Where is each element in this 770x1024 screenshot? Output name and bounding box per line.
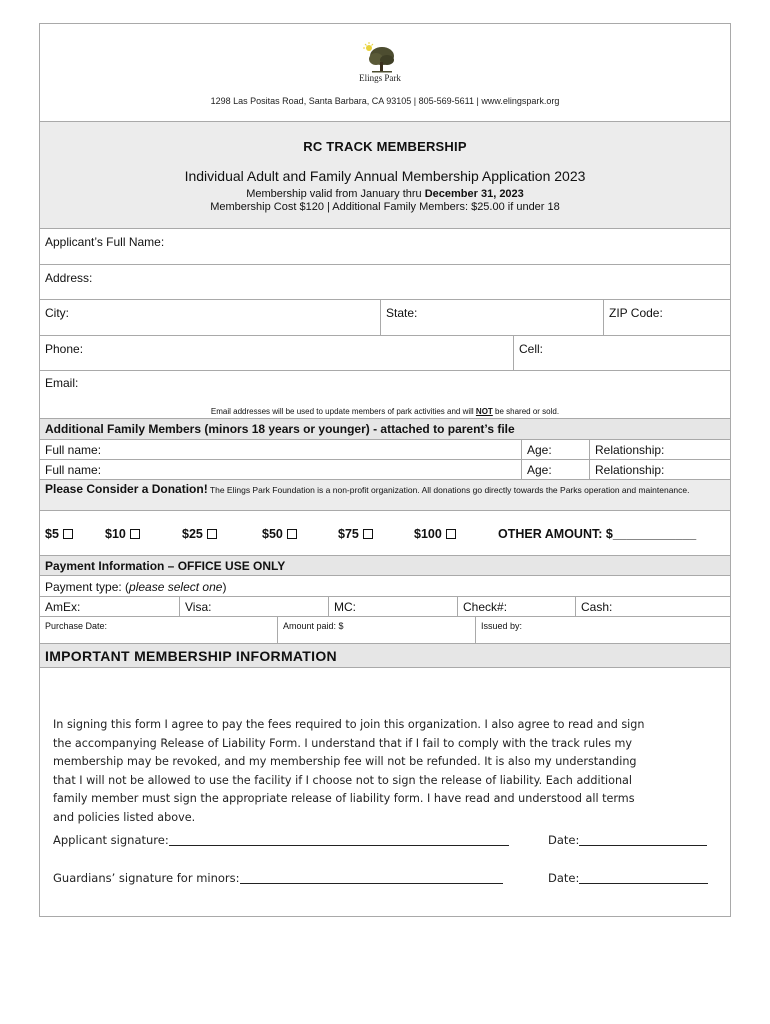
guardian-date[interactable]	[548, 871, 708, 885]
checkbox-icon[interactable]	[363, 529, 373, 539]
form-subtitle: Individual Adult and Family Annual Membership Application 2023	[184, 168, 586, 184]
checkbox-icon[interactable]	[446, 529, 456, 539]
agreement-line: and policies listed above.	[53, 810, 196, 824]
address-field[interactable]: Address:	[45, 270, 93, 285]
payment-heading: Payment Information – OFFICE USE ONLY	[40, 556, 730, 576]
donation-option[interactable]	[338, 527, 373, 541]
form-header	[40, 24, 730, 122]
donation-option[interactable]	[105, 527, 140, 541]
zip-code-field[interactable]: ZIP Code:	[609, 306, 663, 320]
tree-icon	[352, 42, 408, 74]
amount-paid-field[interactable]: Amount paid: $	[278, 617, 476, 643]
checkbox-icon[interactable]	[63, 529, 73, 539]
agreement-line: membership may be revoked, and my membership fee will not be refunded. It is also my understanding	[53, 755, 637, 769]
applicant-signature-label: Applicant signature:	[53, 833, 169, 847]
guardian-signature-label: Guardians’ signature for minors:	[53, 871, 240, 885]
full-name-field[interactable]: Applicant’s Full Name:	[45, 235, 165, 249]
email-note-pre: Email addresses will be used to update members of park activities and will	[210, 407, 476, 416]
applicant-date-label: Date:	[548, 833, 580, 847]
purchase-row	[40, 617, 730, 644]
checkbox-icon[interactable]	[287, 529, 297, 539]
elings-park-logo	[352, 42, 408, 86]
validity-end-date: December 31, 2023	[424, 188, 524, 200]
applicant-date[interactable]	[548, 833, 707, 847]
email-note-post: be shared or sold.	[492, 407, 560, 416]
donation-heading: Please Consider a Donation!	[45, 482, 208, 496]
applicant-signature[interactable]	[53, 833, 509, 847]
family-name-field[interactable]: Full name:	[40, 460, 522, 479]
donation-amounts	[40, 511, 730, 556]
applicant-date-line[interactable]	[579, 833, 707, 846]
family-members-heading: Additional Family Members (minors 18 years or younger) - attached to parent’s file	[40, 419, 730, 440]
donation-section	[40, 480, 730, 511]
check-number-field[interactable]: Check#:	[458, 597, 576, 616]
family-relationship-field[interactable]: Relationship:	[595, 463, 665, 477]
family-member-row-2	[40, 460, 730, 480]
phone-field[interactable]: Phone:	[40, 336, 514, 371]
guardian-signature[interactable]	[53, 871, 503, 885]
email-row	[40, 371, 730, 419]
family-age-field[interactable]: Age:	[522, 440, 590, 459]
agreement-line: family member must sign the appropriate release of liability form. I have read and understood all terms	[53, 792, 635, 806]
contact-address-line: 1298 Las Positas Road, Santa Barbara, CA 93105 | 805-569-5611 | www.elingspark.org	[210, 96, 560, 106]
guardian-date-line[interactable]	[579, 871, 708, 884]
checkbox-icon[interactable]	[207, 529, 217, 539]
membership-form	[39, 23, 731, 917]
email-note-emphasis: NOT	[475, 407, 493, 416]
cash-field[interactable]: Cash:	[581, 600, 613, 614]
cell-field[interactable]: Cell:	[519, 341, 544, 356]
city-row	[40, 300, 730, 336]
payment-type-prefix: Payment type: (	[45, 580, 130, 594]
guardian-date-label: Date:	[548, 871, 580, 885]
payment-methods-row	[40, 597, 730, 617]
payment-type-hint: please select one	[129, 580, 223, 594]
checkbox-icon[interactable]	[130, 529, 140, 539]
address-row	[40, 265, 730, 301]
family-relationship-field[interactable]: Relationship:	[595, 443, 665, 457]
purchase-date-field[interactable]: Purchase Date:	[40, 617, 278, 643]
donation-amount-label: $50	[262, 527, 283, 541]
validity-text	[40, 188, 730, 200]
issued-by-field[interactable]: Issued by:	[481, 621, 523, 631]
logo-wordmark: Elings Park	[359, 73, 401, 83]
donation-amount-label: $75	[338, 527, 359, 541]
guardian-signature-line[interactable]	[240, 871, 503, 884]
family-age-field[interactable]: Age:	[522, 460, 590, 479]
full-name-row	[40, 229, 730, 265]
family-member-row-1	[40, 440, 730, 460]
payment-type-suffix: )	[222, 580, 227, 594]
email-privacy-note	[40, 407, 730, 416]
agreement-line: In signing this form I agree to pay the fees required to join this organization. I also agree to read and sign	[53, 718, 645, 731]
amex-field[interactable]: AmEx:	[40, 597, 180, 616]
agreement-line: that I will not be allowed to use the facility if I choose not to sign the release of liability. Each additional	[53, 773, 633, 787]
agreement-line: the accompanying Release of Liability Form. I understand that if I fail to comply with the track rules my	[53, 736, 633, 750]
payment-type-row	[40, 576, 730, 597]
title-block	[40, 122, 730, 229]
donation-option[interactable]	[414, 527, 456, 541]
form-title: RC TRACK MEMBERSHIP	[303, 139, 467, 154]
donation-option[interactable]	[45, 527, 73, 541]
city-field[interactable]: City:	[40, 300, 381, 335]
membership-cost: Membership Cost $120 | Additional Family Members: $25.00 if under 18	[210, 201, 560, 213]
donation-option[interactable]	[262, 527, 297, 541]
validity-prefix: Membership valid from January thru	[246, 188, 425, 200]
mc-field[interactable]: MC:	[329, 597, 458, 616]
other-amount-field[interactable]: OTHER AMOUNT: $____________	[498, 527, 697, 541]
email-field[interactable]: Email:	[45, 376, 79, 390]
donation-text: The Elings Park Foundation is a non-profit organization. All donations go directly towards the Parks operation and maintenance.	[207, 485, 690, 495]
state-field[interactable]: State:	[381, 300, 604, 335]
important-info-heading: IMPORTANT MEMBERSHIP INFORMATION	[40, 644, 730, 668]
donation-option[interactable]	[182, 527, 217, 541]
visa-field[interactable]: Visa:	[180, 597, 329, 616]
phone-row	[40, 336, 730, 372]
donation-amount-label: $10	[105, 527, 126, 541]
donation-amount-label: $100	[414, 527, 442, 541]
applicant-signature-line[interactable]	[169, 833, 509, 846]
agreement-text	[53, 716, 713, 828]
donation-amount-label: $5	[45, 527, 59, 541]
family-name-field[interactable]: Full name:	[40, 440, 522, 459]
donation-amount-label: $25	[182, 527, 203, 541]
